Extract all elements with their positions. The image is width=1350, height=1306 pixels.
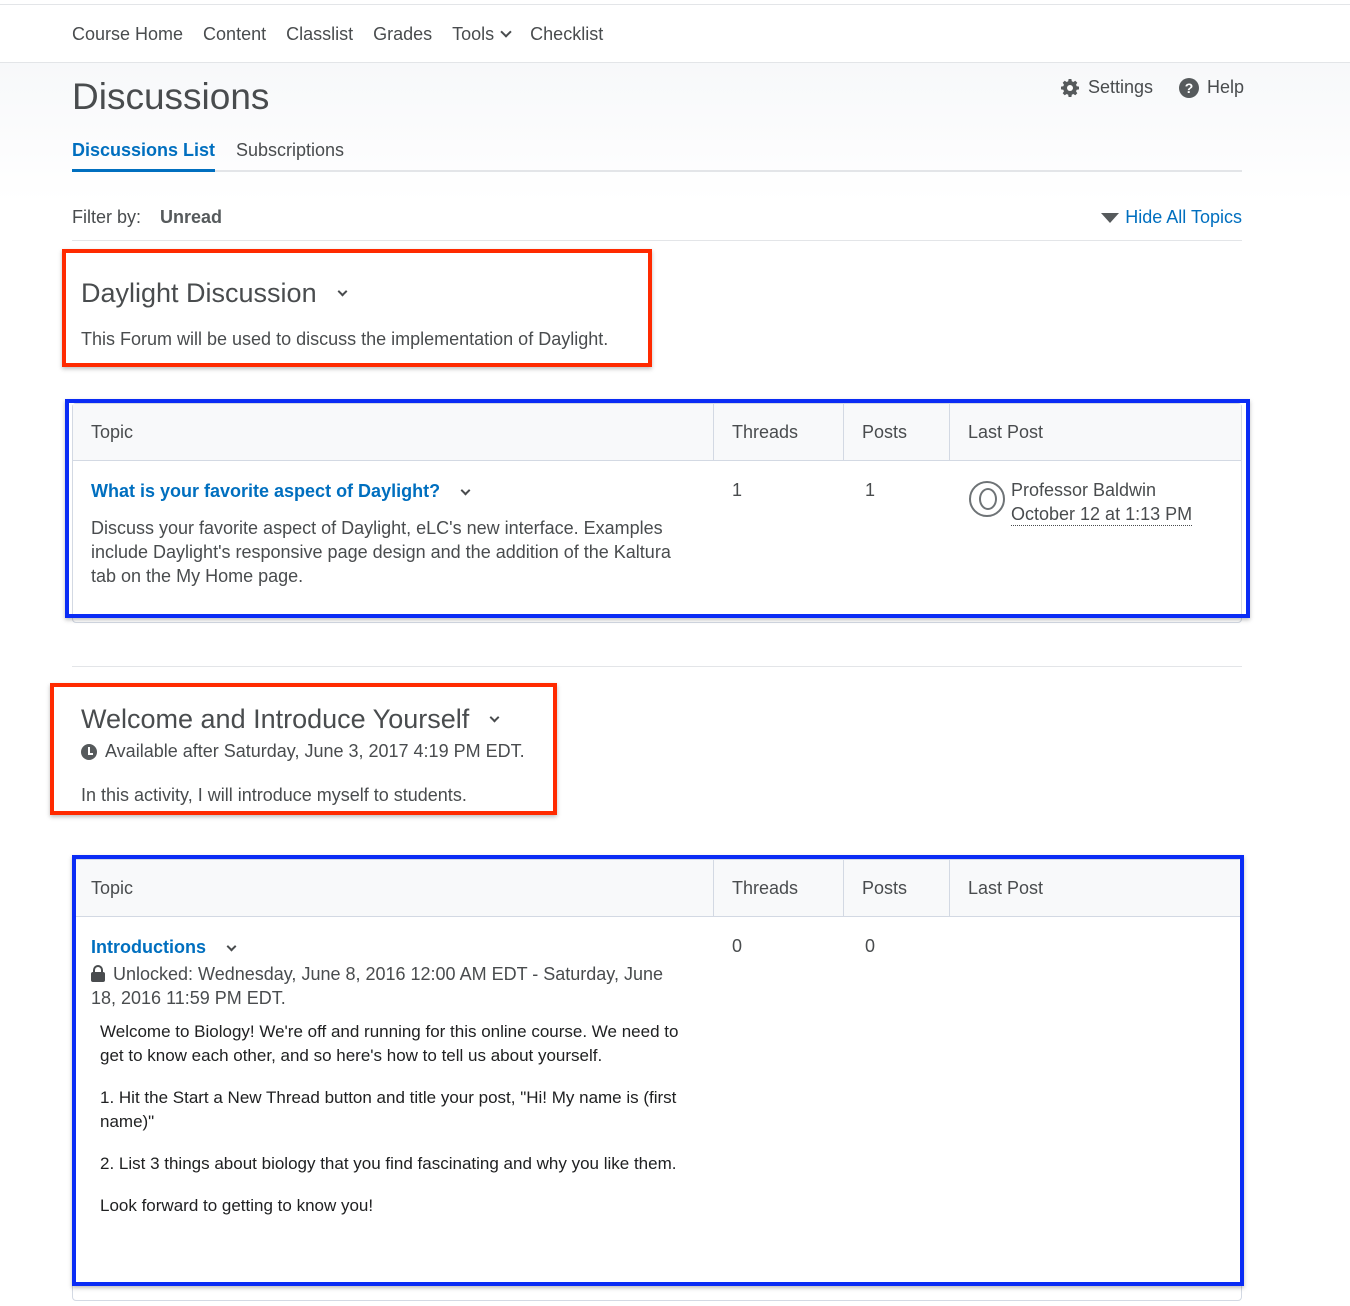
nav-checklist[interactable]: Checklist xyxy=(530,24,604,44)
filter-bar xyxy=(72,207,222,228)
forum-description: This Forum will be used to discuss the implementation of Daylight. xyxy=(81,329,609,349)
nav-content[interactable]: Content xyxy=(203,24,267,44)
last-post-date[interactable]: October 12 at 1:13 PM xyxy=(1011,504,1193,524)
nav-classlist[interactable]: Classlist xyxy=(286,24,354,44)
filter-label: Filter by: xyxy=(72,207,142,227)
divider xyxy=(72,240,1242,241)
highlight-box-forum xyxy=(62,249,652,367)
last-post-author: Professor Baldwin xyxy=(1011,480,1157,500)
body-paragraph: Look forward to getting to know you! xyxy=(100,1196,374,1215)
help-button[interactable] xyxy=(1179,77,1244,98)
settings-button[interactable] xyxy=(1060,77,1153,98)
col-posts: Posts xyxy=(844,860,950,917)
body-paragraph: 2. List 3 things about biology that you find fascinating and why you like them. xyxy=(100,1154,677,1173)
tab-discussions-list[interactable]: Discussions List xyxy=(72,140,215,172)
header-links xyxy=(1060,77,1244,98)
page-title: Discussions xyxy=(72,76,270,117)
col-threads: Threads xyxy=(714,404,844,461)
help-icon: ? xyxy=(1179,78,1199,98)
nav-course-home[interactable]: Course Home xyxy=(72,24,184,44)
hide-all-topics-label: Hide All Topics xyxy=(1125,207,1242,227)
chevron-down-icon xyxy=(501,26,512,37)
topic-link[interactable]: Introductions xyxy=(91,937,206,957)
discussion-tabs xyxy=(72,138,1242,172)
settings-label: Settings xyxy=(1088,77,1154,97)
highlight-box-topics xyxy=(72,855,1244,1286)
highlight-box-topics xyxy=(65,399,1250,618)
forum-title-text: Welcome and Introduce Yourself xyxy=(81,704,470,734)
forum-description: In this activity, I will introduce myself to students. xyxy=(81,785,467,805)
caret-down-icon xyxy=(1101,213,1119,223)
forum-title-text: Daylight Discussion xyxy=(81,278,317,308)
availability-text: Available after Saturday, June 3, 2017 4:19 PM EDT. xyxy=(105,741,525,761)
unlocked-text: Unlocked: Wednesday, June 8, 2016 12:00 AM EDT - Saturday, June 18, 2016 11:59 PM EDT. xyxy=(91,964,663,1008)
thread-count: 0 xyxy=(732,936,743,956)
thread-count: 1 xyxy=(732,480,743,500)
nav-tools-label: Tools xyxy=(452,24,495,44)
tab-subscriptions[interactable]: Subscriptions xyxy=(236,140,345,160)
body-paragraph: Welcome to Biology! We're off and running for this online course. We need to get to know each other, and so here's how to tell us about yourself. xyxy=(100,1022,679,1065)
nav-items xyxy=(72,24,603,45)
topic-description: Discuss your favorite aspect of Daylight, eLC's new interface. Examples include Daylight's responsive page design and the addition of the Kaltura tab on the My Home page. xyxy=(91,518,671,586)
col-topic: Topic xyxy=(73,404,714,461)
nav-grades[interactable]: Grades xyxy=(373,24,433,44)
highlight-box-forum xyxy=(50,683,557,815)
help-label: Help xyxy=(1207,77,1245,97)
body-paragraph: 1. Hit the Start a New Thread button and title your post, "Hi! My name is (first name)" xyxy=(100,1088,677,1131)
post-count: 0 xyxy=(865,936,876,956)
post-count: 1 xyxy=(865,480,876,500)
course-navbar xyxy=(0,5,1350,63)
filter-unread[interactable]: Unread xyxy=(160,207,223,227)
gear-icon xyxy=(1060,78,1080,98)
topic-link[interactable]: What is your favorite aspect of Daylight? xyxy=(91,481,441,501)
hide-all-topics-link[interactable] xyxy=(1101,207,1242,228)
col-posts: Posts xyxy=(844,404,950,461)
col-last-post: Last Post xyxy=(968,878,1044,898)
col-topic: Topic xyxy=(73,860,714,917)
divider xyxy=(72,666,1242,667)
col-threads: Threads xyxy=(714,860,844,917)
col-last-post: Last Post xyxy=(968,422,1044,442)
nav-tools[interactable] xyxy=(452,24,510,45)
